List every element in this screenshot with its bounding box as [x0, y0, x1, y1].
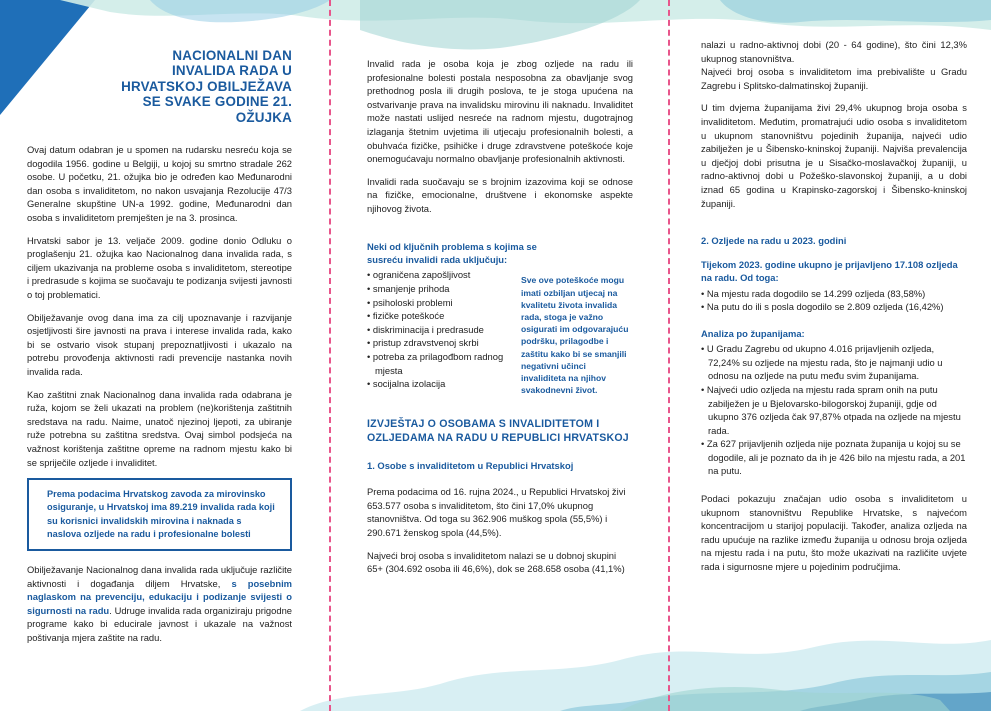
section2-heading: 2. Ozljede na radu u 2023. godini: [701, 235, 847, 247]
fold-line-right: [668, 0, 670, 711]
paragraph-counties: U tim dvjema županijama živi 29,4% ukupnog broja osoba s invaliditetom. Međutim, promatrajući udio osoba s invaliditetom u ukupnom stanovništvu pojedinih županija, najveći udio zabilježen je u Šibensko-kninskoj županiji. Najviša prevalencija u dječjoj dobi prisutna je u Sisačko-moslavačkoj županiji, u radno-aktivnoj dobi u Požeško-slavonskoj županiji, a u dobi iznad 65 godina u Krapinsko-zagorskoj i Šibensko-kninskoj županiji.: [701, 102, 967, 209]
paragraph-definition: Invalid rada je osoba koja je zbog ozljede na radu ili profesionalne bolesti postala nesposobna za obavljanje svog prethodnog posla ili drugih poslova, te je stoga upućena na ostvarivanje prava na invalidsku mirovinu ili naknadu. Invaliditet može nastati uslijed nesreće na radnom mjestu, dugotrajnog izlaganja štetnim uvjetima ili utjecaju profesionalnih bolesti, a obuhvaća fizičke, psihičke i druge zdravstvene poteškoće koje onemogućavaju normalno obavljanje profesionalnih aktivnosti.: [367, 58, 633, 165]
working-age-text: nalazi u radno-aktivnoj dobi (20 - 64 godine), što čini 12,3% ukupnog stanovništva.: [701, 39, 967, 64]
list-item: • U Gradu Zagrebu od ukupno 4.016 prijavljenih ozljeda, 72,24% su ozljede na mjestu rada, što je najmanji udio u odnosu na ozljede na putu među svim županijama.: [701, 342, 967, 383]
injuries-heading: Tijekom 2023. godine ukupno je prijavljeno 17.108 ozljeda na radu. Od toga:: [701, 258, 958, 284]
paragraph-activities: [27, 563, 292, 645]
county-list: [701, 342, 967, 478]
paragraph-rose-symbol: Kao zaštitni znak Nacionalnog dana invalida rada odabrana je ruža, kojom se želi ukazati na problem (ne)korištenja zaštitnih sredstava na radu. Naime, unatoč njezinoj ljepoti, za ubiranje ruže potrebna su zaštitna sredstva. Ovaj simbol podsjeća na važnost korištenja zaštitne opreme na radnom mjestu kako bi se spriječile ozljede i invaliditet.: [27, 388, 292, 468]
problems-heading: Neki od ključnih problema s kojima se susreću invalidi rada uključuju:: [367, 240, 537, 265]
list-item: • potreba za prilagođbom radnog mjesta: [367, 350, 517, 377]
problems-list: [367, 268, 517, 396]
list-item: • ograničena zapošljivost: [367, 268, 517, 282]
paragraph-conclusion: Podaci pokazuju značajan udio osoba s invaliditetom u ukupnom stanovništvu Republike Hrvatske, s najvećom koncentracijom u starijoj populaciji. Također, analiza ozljeda na radu upućuje na razlike između županija u odnosu broja ozljeda na mjestu rada i na putu, što može ukazivati na različite uvjete rada i sigurnosne mjere u pojedinim područjima.: [701, 493, 967, 573]
paragraph-purpose: Obilježavanje ovog dana ima za cilj upoznavanje i razvijanje osjetljivosti šire javnosti na prava i interese invalida rada, kako bi se ostvario visok stupanj prepoznatljivosti i ukazalo na potrebu provođenja aktivnosti radi prevencije nastanka novih invalida rada.: [27, 311, 292, 377]
list-item: • Na putu do ili s posla dogodilo se 2.809 ozljeda (16,42%): [701, 300, 967, 314]
paragraph-age-groups: Najveći broj osoba s invaliditetom nalazi se u dobnoj skupini 65+ (304.692 osoba ili 46,6%), dok se 268.658 osoba (41,1%): [367, 549, 625, 575]
county-heading: Analiza po županijama:: [701, 327, 805, 339]
list-item: • diskriminacija i predrasude: [367, 323, 517, 337]
section1-heading: 1. Osobe s invaliditetom u Republici Hrvatskoj: [367, 459, 574, 471]
list-item: • smanjenje prihoda: [367, 282, 517, 296]
paragraph-working-age: [701, 38, 967, 92]
residence-text: Najveći broj osoba s invaliditetom ima prebivalište u Gradu Zagrebu i Splitsko-dalmatinskoj županiji.: [701, 66, 967, 91]
injuries-list: [701, 287, 967, 314]
problems-side-note: Sve ove poteškoće mogu imati ozbiljan utjecaj na kvalitetu života invalida rada, stoga je važno osigurati im odgovarajuću podršku, prilagodbe i zaštitu kako bi se smanjili negativni učinci invaliditeta na njihov svakodnevni život.: [521, 275, 629, 396]
paragraph-challenges: Invalidi rada suočavaju se s brojnim izazovima koji se odnose na fizičke, emocionalne, društvene i ekonomske aspekte njihovog života.: [367, 175, 633, 214]
top-brush-stroke-4: [720, 0, 991, 23]
list-item: • pristup zdravstvenoj skrbi: [367, 336, 517, 350]
list-item: • socijalna izolacija: [367, 377, 517, 391]
panel-middle: [367, 57, 633, 585]
activities-highlight: s posebnim naglaskom na prevenciju, edukaciju i podizanje svijesti o sigurnosti na radu: [27, 577, 293, 616]
panel-left: [27, 48, 292, 653]
list-item: • fizičke poteškoće: [367, 309, 517, 323]
list-item: • psiholoski problemi: [367, 296, 517, 310]
list-item: • Na mjestu rada dogodilo se 14.299 ozljeda (83,58%): [701, 287, 967, 301]
paragraph-parliament: Hrvatski sabor je 13. veljače 2009. godine donio Odluku o proglašenju 21. ožujka kao Nacionalnog dana invalida rada, s ciljem ukazivanja na probleme osoba s invaliditetom, stereotipe i predrasude s kojima se suočavaju te podizanja svijesti javnosti o toj problematici.: [27, 234, 292, 300]
activities-text-a: Obilježavanje Nacionalnog dana invalida rada uključuje različite aktivnosti i događanja diljem Hrvatske,: [27, 563, 292, 589]
report-heading: IZVJEŠTAJ O OSOBAMA S INVALIDITETOM I OZLJEDAMA NA RADU U REPUBLICI HRVATSKOJ: [367, 418, 629, 444]
activities-text-c: . Udruge invalida rada organiziraju prigodne programe kako bi educirale javnost i ukazale na važnost poštivanja mjera zaštite na radu.: [27, 604, 293, 643]
panel-right: [701, 38, 967, 583]
page-title: NACIONALNI DAN INVALIDA RADA U HRVATSKOJ OBILJEŽAVA SE SVAKE GODINE 21. OŽUJKA: [121, 48, 292, 125]
paragraph-history: Ovaj datum odabran je u spomen na rudarsku nesreću koja se dogodila 1956. godine u Belgiji, u kojoj su smrtno stradale 262 osobe. U početku, 21. ožujka bio je određen kao Međunarodni dan osoba s invaliditetom, no nakon usvajanja Rezolucije 47/3 Generalne skupštine UN-a 1992. godine, Međunarodni dan osoba s invaliditetom premješten je na 3. prosinca.: [27, 144, 292, 223]
paragraph-population: Prema podacima od 16. rujna 2024., u Republici Hrvatskoj živi 653.577 osoba s invaliditetom, što čini 17,0% ukupnog stanovništva. Od toga su 362.906 muškog spola (55,5%) i 290.671 ženskog spola (44,5%).: [367, 486, 626, 538]
top-brush-stroke-3: [150, 0, 330, 22]
list-item: • Za 627 prijavljenih ozljeda nije poznata županija u kojoj su se dogodile, ali je poznato da ih je 426 bilo na mjestu rada, a 201 na putu.: [701, 437, 967, 478]
top-brush-stroke-2: [360, 0, 640, 49]
info-box-statistic: Prema podacima Hrvatskog zavoda za mirovinsko osiguranje, u Hrvatskoj ima 89.219 invalida rada koji su korisnici invalidskih mirovina i naknada s naslova ozljede na radu i profesionalne bolesti: [27, 478, 292, 551]
fold-line-left: [329, 0, 331, 711]
problems-section: [367, 268, 633, 396]
list-item: • Najveći udio ozljeda na mjestu rada spram onih na putu zabilježen je u Bjelovarsko-bilogorskoj županiji, gdje od ukupno 376 ozljeda čak 97,87% otpada na ozljede na mjestu rada.: [701, 383, 967, 437]
